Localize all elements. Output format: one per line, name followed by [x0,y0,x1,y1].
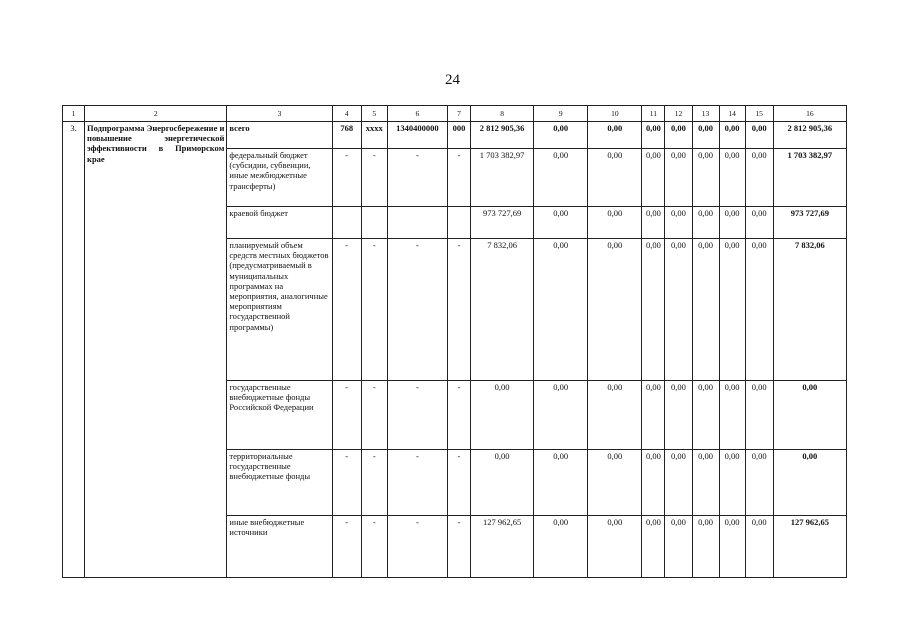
cell: 0,00 [588,122,642,149]
cell: - [447,450,470,516]
cell: 0,00 [588,207,642,239]
col-header-12: 12 [665,106,692,122]
cell: 0,00 [642,450,665,516]
cell: - [447,381,470,450]
cell: 0,00 [534,122,588,149]
cell: 0,00 [719,149,745,207]
cell: - [387,450,447,516]
cell: 0,00 [665,207,692,239]
funding-source: краевой бюджет [227,207,332,239]
col-header-10: 10 [588,106,642,122]
cell: 0,00 [642,381,665,450]
col-header-5: 5 [361,106,387,122]
cell: 0,00 [588,516,642,578]
cell: 0,00 [692,516,719,578]
cell: 0,00 [665,239,692,381]
cell: - [387,381,447,450]
cell: 0,00 [588,381,642,450]
cell: 0,00 [692,381,719,450]
cell: - [447,239,470,381]
col-header-15: 15 [745,106,773,122]
col-header-4: 4 [332,106,361,122]
cell: - [332,450,361,516]
cell: 0,00 [745,381,773,450]
cell: 1340400000 [387,122,447,149]
cell: - [447,516,470,578]
col-header-13: 13 [692,106,719,122]
cell: 0,00 [719,239,745,381]
cell: 0,00 [665,122,692,149]
cell: 0,00 [719,516,745,578]
cell: 0,00 [588,149,642,207]
cell: 0,00 [665,149,692,207]
cell: - [361,381,387,450]
cell: 0,00 [719,122,745,149]
cell: 973 727,69 [773,207,846,239]
cell: - [387,149,447,207]
col-header-3: 3 [227,106,332,122]
cell [447,207,470,239]
cell: 000 [447,122,470,149]
funding-source: планируемый объем средств местных бюджетов (предусматриваемый в муниципальных программах на мероприятия, аналогичные мероприятиям государственной программы) [227,239,332,381]
col-header-8: 8 [470,106,533,122]
cell: 0,00 [692,450,719,516]
cell: 0,00 [745,149,773,207]
cell: - [361,149,387,207]
col-header-1: 1 [63,106,85,122]
cell: 0,00 [665,381,692,450]
cell: - [361,516,387,578]
cell: 0,00 [588,239,642,381]
cell: 0,00 [588,450,642,516]
col-header-9: 9 [534,106,588,122]
cell: - [332,239,361,381]
cell: - [387,516,447,578]
funding-source: всего [227,122,332,149]
item-number: 3. [63,122,85,578]
cell: 7 832,06 [773,239,846,381]
cell: 0,00 [642,207,665,239]
cell: 0,00 [719,381,745,450]
cell: 0,00 [534,239,588,381]
budget-table [62,105,847,578]
cell: 0,00 [534,516,588,578]
cell: - [332,149,361,207]
funding-source: федеральный бюджет (субсидии, субвенции, иные межбюджетные трансферты) [227,149,332,207]
cell: 0,00 [470,450,533,516]
cell: - [332,381,361,450]
funding-source: территориальные государственные внебюджетные фонды [227,450,332,516]
cell: 0,00 [534,149,588,207]
cell: 768 [332,122,361,149]
table-row [63,122,847,149]
cell: 0,00 [719,207,745,239]
cell: 0,00 [773,381,846,450]
cell: 0,00 [665,516,692,578]
column-numbers-row [63,106,847,122]
cell [387,207,447,239]
cell: 0,00 [470,381,533,450]
cell: 0,00 [642,149,665,207]
cell: - [332,516,361,578]
col-header-7: 7 [447,106,470,122]
cell: 2 812 905,36 [470,122,533,149]
cell: 0,00 [745,207,773,239]
cell: 127 962,65 [470,516,533,578]
cell: 0,00 [692,149,719,207]
cell: 0,00 [692,239,719,381]
col-header-2: 2 [85,106,227,122]
cell: 2 812 905,36 [773,122,846,149]
cell [332,207,361,239]
col-header-14: 14 [719,106,745,122]
cell: 0,00 [534,450,588,516]
cell: 0,00 [665,450,692,516]
cell: 0,00 [745,239,773,381]
cell: 7 832,06 [470,239,533,381]
col-header-11: 11 [642,106,665,122]
funding-source: государственные внебюджетные фонды Российской Федерации [227,381,332,450]
funding-source: иные внебюджетные источники [227,516,332,578]
cell: 973 727,69 [470,207,533,239]
cell: 0,00 [745,450,773,516]
cell: 0,00 [692,207,719,239]
cell: 0,00 [642,122,665,149]
col-header-6: 6 [387,106,447,122]
cell: 127 962,65 [773,516,846,578]
cell: 1 703 382,97 [470,149,533,207]
cell: 0,00 [534,381,588,450]
col-header-16: 16 [773,106,846,122]
subprogram-name: Подпрограмма Энергосбережение и повышение энергетической эффективности в Приморском крае [85,122,227,578]
cell: - [361,239,387,381]
cell: 0,00 [642,239,665,381]
cell: 0,00 [773,450,846,516]
cell: 1 703 382,97 [773,149,846,207]
cell: 0,00 [719,450,745,516]
cell: - [387,239,447,381]
cell: - [361,450,387,516]
cell: xxxx [361,122,387,149]
cell: 0,00 [745,516,773,578]
cell: 0,00 [692,122,719,149]
page-number: 24 [445,72,460,88]
cell: 0,00 [534,207,588,239]
cell: 0,00 [642,516,665,578]
cell [361,207,387,239]
cell: - [447,149,470,207]
cell: 0,00 [745,122,773,149]
